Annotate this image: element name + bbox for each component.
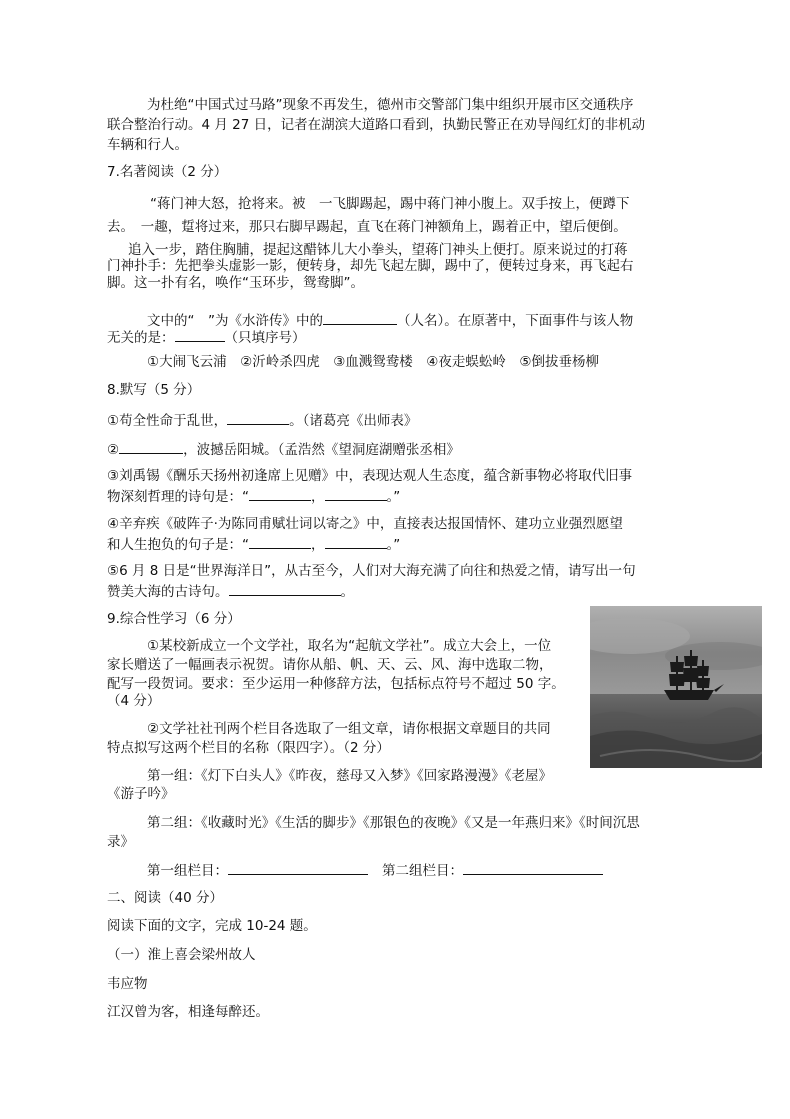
q8-item-4-blank-2[interactable] bbox=[325, 534, 387, 549]
intro-line-2: 联合整治行动。4 月 27 日，记者在湖滨大道路口看到，执勤民警正在劝导闯红灯的非机动 bbox=[107, 117, 646, 133]
q7-task-line-2 bbox=[107, 327, 306, 347]
q9-p2-line-2: 特点拟写这两个栏目的名称（限四字）。（2 分） bbox=[107, 740, 390, 756]
q9-group-1-line-1: 第一组：《灯下白头人》《昨夜，慈母又入梦》《回家路漫漫》《老屋》 bbox=[147, 768, 552, 784]
q8-heading: 8.默写（5 分） bbox=[107, 382, 201, 398]
q8-item-1 bbox=[107, 410, 417, 430]
q8-item-4-line-1: ④辛弃疾《破阵子·为陈同甫赋壮词以寄之》中，直接表达报国情怀、建功立业强烈愿望 bbox=[107, 516, 623, 532]
q8-item-5-blank[interactable] bbox=[229, 581, 341, 596]
q8-item-5-line-1: ⑤6 月 8 日是“世界海洋日”，从古至今，人们对大海充满了向往和热爱之情，请写出一句 bbox=[107, 563, 636, 579]
q8-item-5-line-2 bbox=[107, 581, 354, 601]
q9-heading: 9.综合性学习（6 分） bbox=[107, 611, 241, 627]
q8-item-2-num: ② bbox=[107, 442, 120, 458]
q9-col2-blank[interactable] bbox=[463, 860, 603, 875]
q7-name-blank[interactable] bbox=[323, 310, 397, 325]
q8-item-5-text: 赞美大海的古诗句。 bbox=[107, 584, 229, 600]
q7-task-text-c: 无关的是： bbox=[107, 330, 175, 346]
q8-item-4-text: 和人生抱负的句子是：“ bbox=[107, 537, 249, 553]
q7-quote-line-1: “蒋门神大怒，抢将来。被 一飞脚踢起，踢中蒋门神小腹上。双手按上，便蹲下 bbox=[150, 196, 630, 212]
q8-item-3-line-2 bbox=[107, 486, 400, 506]
q7-quote-line-2: 去。 一趣，踅将过来，那只右脚早踢起，直飞在蒋门神额角上，踢着正中，望后便倒。 bbox=[107, 219, 627, 235]
q9-p1-line-4: （4 分） bbox=[107, 693, 161, 709]
q7-heading: 7.名著阅读（2 分） bbox=[107, 164, 228, 180]
q9-p1-line-2: 家长赠送了一幅画表示祝贺。请你从船、帆、天、云、风、海中选取二物， bbox=[107, 657, 553, 673]
q9-p1-line-1: ①某校新成立一个文学社，取名为“起航文学社”。成立大会上，一位 bbox=[147, 638, 552, 654]
q8-item-1-blank[interactable] bbox=[227, 410, 289, 425]
q7-task-text-a: 文中的“ ”为《水浒传》中的 bbox=[147, 313, 323, 329]
q8-item-3-end: 。” bbox=[386, 489, 401, 505]
poem-line-1: 江汉曾为客，相逢每醉还。 bbox=[107, 1004, 269, 1020]
intro-line-3: 车辆和行人。 bbox=[107, 137, 188, 153]
q7-task-text-b: （人名）。在原著中，下面事件与该人物 bbox=[397, 313, 634, 329]
poem-title: （一）淮上喜会梁州故人 bbox=[107, 947, 256, 963]
part2-instruction: 阅读下面的文字，完成 10-24 题。 bbox=[107, 918, 317, 934]
q8-item-4-end: 。” bbox=[386, 537, 401, 553]
q8-item-2-text: ，波撼岳阳城。（孟浩然《望洞庭湖赠张丞相》 bbox=[183, 442, 460, 458]
intro-line-1: 为杜绝“中国式过马路”现象不再发生，德州市交警部门集中组织开展市区交通秩序 bbox=[147, 97, 634, 113]
q8-item-2-blank[interactable] bbox=[119, 439, 183, 454]
q7-quote-line-5: 脚。这一扑有名，唤作“玉环步，鸳鸯脚”。 bbox=[107, 275, 364, 291]
q8-item-3-comma: ， bbox=[311, 489, 325, 505]
q7-task-text-d: （只填序号） bbox=[224, 330, 306, 346]
q8-item-3-text: 物深刻哲理的诗句是：“ bbox=[107, 489, 249, 505]
q7-quote-line-3: 追入一步，踏住胸脯，提起这醋钵儿大小拳头，望蒋门神头上便打。原来说过的打蒋 bbox=[128, 242, 628, 258]
poem-author: 韦应物 bbox=[107, 976, 148, 992]
part2-heading: 二、阅读（40 分） bbox=[107, 890, 223, 906]
q8-item-1-source: 。（诸葛亮《出师表》 bbox=[289, 413, 418, 429]
q8-item-5-end: 。 bbox=[340, 584, 354, 600]
q9-group-2-line-1: 第二组：《收藏时光》《生活的脚步》《那银色的夜晚》《又是一年燕归来》《时间沉思 bbox=[147, 815, 640, 831]
sailing-ship-painting-icon bbox=[590, 606, 762, 768]
q9-col1-blank[interactable] bbox=[228, 860, 368, 875]
q8-item-4-blank-1[interactable] bbox=[249, 534, 311, 549]
q8-item-4-comma: ， bbox=[311, 537, 325, 553]
q9-group-1-line-2: 《游子吟》 bbox=[107, 786, 175, 802]
q8-item-3-line-1: ③刘禹锡《酬乐天扬州初逢席上见赠》中，表现达观人生态度，蕴含新事物必将取代旧事 bbox=[107, 468, 633, 484]
q9-col2-label: 第二组栏目： bbox=[382, 863, 463, 879]
q9-col1-label: 第一组栏目： bbox=[147, 863, 228, 879]
q7-quote-line-4: 门神扑手：先把拳头虚影一影，便转身，却先飞起左脚，踢中了，便转过身来，再飞起右 bbox=[107, 258, 634, 274]
q9-p1-line-3: 配写一段贺词。要求：至少运用一种修辞方法，包括标点符号不超过 50 字。 bbox=[107, 676, 565, 692]
q7-options: ①大闹飞云浦 ②沂岭杀四虎 ③血溅鸳鸯楼 ④夜走蜈蚣岭 ⑤倒拔垂杨柳 bbox=[147, 354, 600, 370]
q9-p2-line-1: ②文学社社刊两个栏目各选取了一组文章，请你根据文章题目的共同 bbox=[147, 721, 551, 737]
q9-group-2-line-2: 录》 bbox=[107, 834, 134, 850]
q8-item-2 bbox=[107, 439, 460, 459]
q8-item-1-text: ①苟全性命于乱世， bbox=[107, 413, 228, 429]
q8-item-3-blank-2[interactable] bbox=[325, 486, 387, 501]
q7-option-blank[interactable] bbox=[175, 327, 225, 342]
q8-item-3-blank-1[interactable] bbox=[249, 486, 311, 501]
q9-columns bbox=[147, 860, 603, 880]
q8-item-4-line-2 bbox=[107, 534, 400, 554]
